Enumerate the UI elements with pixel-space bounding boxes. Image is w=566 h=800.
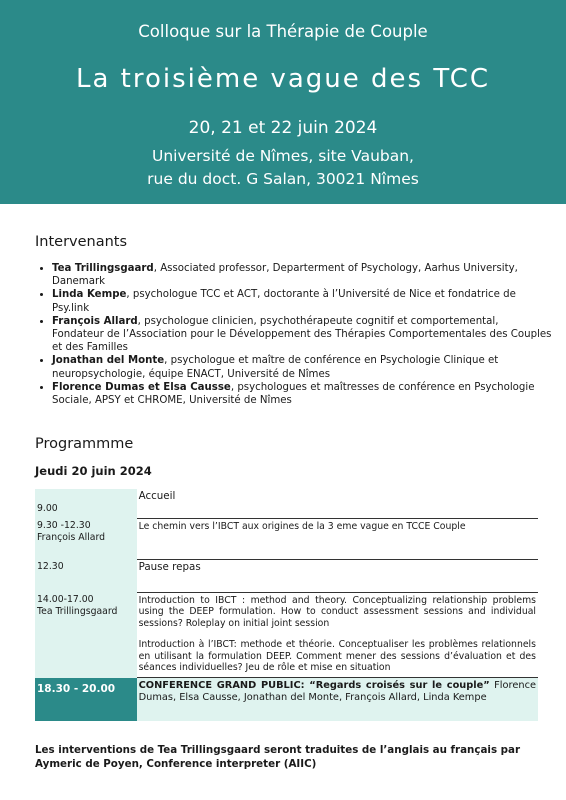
time-label: 12.30 [37,561,64,572]
time-label: 9.30 -12.30 [37,520,91,531]
program-heading: Programmme [35,436,134,452]
activity-text-fr: Introduction à l’IBCT: methode et théorie. Conceptualiser les problèmes relationnels en utilisant la formulation DEEP. Comment mener des sessions d’évaluation et des séances individuelles? Jeu de rôle et mise en situation [138,638,536,674]
event-venue [0,145,566,191]
activity-cell: Accueil [137,489,538,518]
speaker-desc: , psychologue clinicien, psychothérapeute cognitif et comportemental, Fondateur de l’Association pour le Développement des Thérapies Comportementales des Couples et des Familles [52,315,552,354]
speaker-item [52,354,552,380]
activity-cell: Pause repas [137,559,538,592]
activity-cell: Le chemin vers l’IBCT aux origines de la 3 eme vague en TCCE Couple [137,518,538,559]
event-dates: 20, 21 et 22 juin 2024 [188,118,378,138]
time-label: 14.00-17.00 [37,594,94,605]
translation-note: Les interventions de Tea Trillingsgaard seront traduites de l’anglais au français par Aymeric de Poyen, Conference interpreter (AIIC) [35,744,521,770]
table-row-highlight [35,678,538,721]
speaker-name: Florence Dumas et Elsa Causse [52,381,231,393]
speaker-name: Linda Kempe [52,289,127,301]
speaker-item [52,288,552,314]
activity-cell [137,592,538,678]
speaker-item [52,381,552,407]
time-cell [35,592,137,678]
program-table [35,489,538,721]
event-title: La troisième vague des TCC [75,64,491,94]
time-cell [35,678,137,721]
speaker-desc: , psychologues et maîtresses de conférence en Psychologie Sociale, APSY et CHROME, Université de Nîmes [52,381,535,407]
table-row [35,592,538,678]
time-label: 9.00 [37,503,58,515]
speaker-item [52,315,552,355]
table-row [35,559,538,592]
time-label: 18.30 - 20.00 [37,682,116,695]
speakers-list [36,262,552,407]
header-banner [0,0,566,204]
speaker-desc: , psychologue et maître de conférence en Psychologie Clinique et neuropsychologie, équipe ENACT, Université de Nîmes [52,355,499,380]
time-cell [35,559,137,592]
speaker-name: François Allard [52,315,138,327]
speaker-label: François Allard [37,531,106,543]
time-cell [35,518,137,559]
table-row [35,489,538,518]
speaker-desc: , Associated professor, Departerment of Psychology, Aarhus University, Danemark [52,263,518,288]
conference-speakers: Florence Dumas, Elsa Causse, Jonathan del Monte, François Allard, Linda Kempe [138,680,536,704]
speaker-name: Jonathan del Monte [52,355,165,367]
conference-title: CONFERENCE GRAND PUBLIC: “Regards croisés sur le couple” [138,680,490,692]
speaker-item [52,262,552,288]
speaker-desc: , psychologue TCC et ACT, doctorante à l’Université de Nice et fondatrice de Psy.link [52,289,516,314]
venue-line-1: Université de Nîmes, site Vauban, [152,147,414,165]
venue-line-2: rue du doct. G Salan, 30021 Nîmes [147,170,419,188]
speakers-heading: Intervenants [35,234,128,250]
speaker-name: Tea Trillingsgaard [52,263,154,274]
time-cell [35,489,137,518]
day-title: Jeudi 20 juin 2024 [35,464,152,478]
activity-text-en: Introduction to IBCT : method and theory. Conceptualizing relationship problems using the DEEP formulation. How to conduct assessment sessions and individual sessions? Roleplay on initial joint session [138,594,536,630]
activity-cell [137,678,538,721]
speaker-label: Tea Trillingsgaard [37,605,118,617]
table-row [35,518,538,559]
event-subtitle: Colloque sur la Thérapie de Couple [138,22,428,41]
